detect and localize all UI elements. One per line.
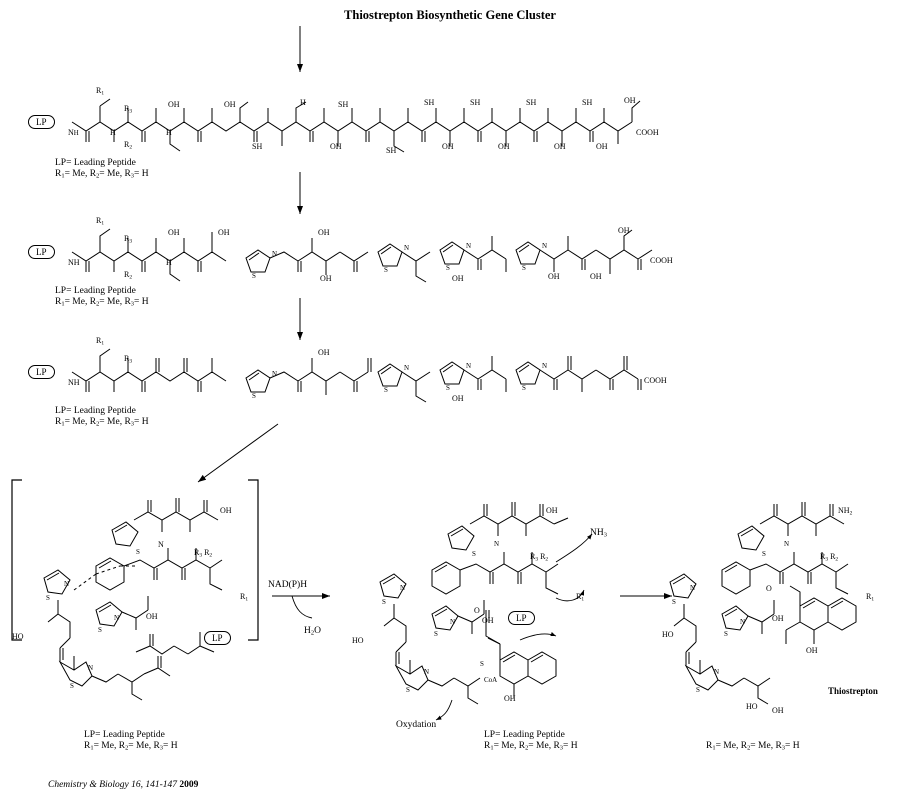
oh-label-s2-8: OH <box>618 226 630 235</box>
ring-s-label-1: S <box>252 272 256 280</box>
reagent-nadph: NAD(P)H <box>268 580 308 590</box>
ring-s-label-s3-2: S <box>384 386 388 394</box>
caption-stage5-line1: LP= Leading Peptide <box>484 730 565 740</box>
s-label-s5-1: S <box>472 550 476 558</box>
reagent-water: $H_2O$ <box>304 626 321 637</box>
s-label-s5-4: S <box>406 686 410 694</box>
caption-stage3-line2: $R_1= Me$, $R_2= Me$, $R_3= H$ <box>55 417 149 428</box>
citation-journal: Chemistry & Biology <box>48 780 129 790</box>
ring-n-label-s3-2: N <box>404 364 410 372</box>
sh-label-3: SH <box>386 146 397 155</box>
nh2-label-product: $NH_2$ <box>838 506 853 517</box>
oh-label-s4-top: OH <box>220 506 232 515</box>
nh-label-3: H <box>166 128 172 137</box>
s-label-s6-1: S <box>762 550 766 558</box>
r3r2-label-s6: $R_3$ $R_2$ <box>820 552 839 563</box>
ring-s-label-s3-4: S <box>522 384 526 392</box>
s-label-s4-4: S <box>70 682 74 690</box>
cooh-terminus-1: COOH <box>636 128 659 137</box>
ring-n-label-s3-4: N <box>542 362 548 370</box>
caption-stage1-line1: LP= Leading Peptide <box>55 158 136 168</box>
s-label-s6-3: S <box>724 630 728 638</box>
ho-label-s4-1: HO <box>12 632 24 641</box>
nh-label-1: NH <box>68 128 79 137</box>
oh-label-s6-2: OH <box>772 614 784 623</box>
ho-label-s6-2: HO <box>746 702 758 711</box>
oh-label-6: OH <box>554 142 566 151</box>
ring-s-label-s3-1: S <box>252 392 256 400</box>
sh-label-7: SH <box>582 98 593 107</box>
oh-label-s6-4: OH <box>772 706 784 715</box>
oh-label-1: OH <box>168 100 180 109</box>
s-label-s6-2: S <box>672 598 676 606</box>
byproduct-ammonia: $NH_3$ <box>590 528 607 539</box>
oh-label-s3-2: OH <box>452 394 464 403</box>
n-label-s5-1: N <box>494 540 500 548</box>
citation-year: 2009 <box>179 780 199 790</box>
nh-label-s2-2: H <box>166 258 172 267</box>
r1-label-stage3: $R_1$ <box>96 336 105 347</box>
caption-stage2-line2: $R_1= Me$, $R_2= Me$, $R_3= H$ <box>55 297 149 308</box>
ring-s-label-3: S <box>446 264 450 272</box>
oh-label-s3-1: OH <box>318 348 330 357</box>
sh-label-6: SH <box>526 98 537 107</box>
ring-n-label-s3-1: N <box>272 370 278 378</box>
oh-label-7: OH <box>596 142 608 151</box>
oh-label-s4-2: OH <box>146 612 158 621</box>
oh-label-s6-3: OH <box>806 646 818 655</box>
ring-n-label-1: N <box>272 250 278 258</box>
n-label-s4-1: N <box>158 540 164 549</box>
ring-s-label-4: S <box>522 264 526 272</box>
oh-label-s5-3: OH <box>504 694 516 703</box>
r3-label-stage1: $R_3$ <box>124 104 133 115</box>
nh-label-s3-1: NH <box>68 378 80 387</box>
r2-label-stage1: $R_2$ <box>124 140 133 151</box>
cooh-terminus-2: COOH <box>650 256 673 265</box>
caption-stage4-line2: $R_1= Me$, $R_2= Me$, $R_3= H$ <box>84 741 178 752</box>
r1-label-stage1: $R_1$ <box>96 86 105 97</box>
ring-n-label-4: N <box>542 242 548 250</box>
oh-label-5: OH <box>498 142 510 151</box>
ho-label-s6-1: HO <box>662 630 674 639</box>
leading-peptide-badge-4: LP <box>204 628 231 646</box>
sh-label-1: SH <box>252 142 263 151</box>
r1-label-s6: $R_1$ <box>866 592 875 603</box>
oh-label-2: OH <box>224 100 236 109</box>
caption-stage2-line1: LP= Leading Peptide <box>55 286 136 296</box>
caption-stage3-line1: LP= Leading Peptide <box>55 406 136 416</box>
s-label-s4-2: S <box>46 594 50 602</box>
ho-label-s5-1: HO <box>352 636 364 645</box>
s-label-s5-2: S <box>382 598 386 606</box>
n-label-s4-2: N <box>64 580 70 588</box>
ring-s-label-s3-3: S <box>446 384 450 392</box>
product-name: Thiostrepton <box>828 686 878 696</box>
s-label-s4-1: S <box>136 548 140 556</box>
leading-peptide-badge-2: LP <box>28 242 55 260</box>
s-label-coa: S <box>480 660 484 668</box>
r3r2-label-s5: $R_3$ $R_2$ <box>530 552 549 563</box>
caption-stage4-line1: LP= Leading Peptide <box>84 730 165 740</box>
oh-label-s2-1: OH <box>168 228 180 237</box>
n-label-s5-3: N <box>450 618 456 626</box>
r1-label-s4: $R_1$ <box>240 592 249 603</box>
oh-label-s2-5: OH <box>452 274 464 283</box>
ring-s-label-2: S <box>384 266 388 274</box>
page-title: Thiostrepton Biosynthetic Gene Cluster <box>344 8 556 22</box>
n-label-s4-4: N <box>88 664 94 672</box>
oh-label-s5-2: OH <box>482 616 494 625</box>
s-label-s4-3: S <box>98 626 102 634</box>
ring-n-label-s3-3: N <box>466 362 472 370</box>
r2-label-stage2: $R_2$ <box>124 270 133 281</box>
nh-label-2: H <box>110 128 116 137</box>
o-label-s5: O <box>474 606 480 615</box>
label-oxydation: Oxydation <box>396 720 437 730</box>
oh-label-4: OH <box>442 142 454 151</box>
sh-label-2: SH <box>338 100 349 109</box>
oh-label-s2-7: OH <box>590 272 602 281</box>
r1-label-s5: $R_1$ <box>576 592 585 603</box>
n-label-s5-4: N <box>424 668 430 676</box>
leading-peptide-badge-5: LP <box>508 608 535 626</box>
s-label-s5-3: S <box>434 630 438 638</box>
n-label-s6-1: N <box>784 540 790 548</box>
leading-peptide-badge-1: LP <box>28 112 55 130</box>
r3-label-stage3: $R_3$ <box>124 354 133 365</box>
r1-label-stage2: $R_1$ <box>96 216 105 227</box>
oh-label-8: OH <box>624 96 636 105</box>
s-label-s6-4: S <box>696 686 700 694</box>
caption-stage5-line2: $R_1= Me$, $R_2= Me$, $R_3= H$ <box>484 741 578 752</box>
sh-label-5: SH <box>470 98 481 107</box>
oh-label-s2-4: OH <box>320 274 332 283</box>
ring-n-label-2: N <box>404 244 410 252</box>
leading-peptide-badge-3: LP <box>28 362 55 380</box>
r3r2-label-s4: $R_3$ $R_2$ <box>194 548 213 559</box>
oh-label-3: OH <box>330 142 342 151</box>
oh-label-s2-6: OH <box>548 272 560 281</box>
cooh-terminus-3: COOH <box>644 376 667 385</box>
sh-label-4: SH <box>424 98 435 107</box>
citation <box>48 780 198 790</box>
coa-label: CoA <box>484 676 498 684</box>
n-label-s4-3: N <box>114 614 120 622</box>
citation-volume: 16, 141-147 <box>131 780 180 790</box>
oh-label-s2-2: OH <box>218 228 230 237</box>
caption-stage1-line2: $R_1= Me$, $R_2= Me$, $R_3= H$ <box>55 169 149 180</box>
n-label-s6-3: N <box>740 618 746 626</box>
n-label-s6-4: N <box>714 668 720 676</box>
h-label-4: H <box>300 98 306 107</box>
nh-label-s2-1: NH <box>68 258 80 267</box>
n-label-s6-2: N <box>690 584 696 592</box>
o-label-s6: O <box>766 584 772 593</box>
n-label-s5-2: N <box>400 584 406 592</box>
caption-product-line: $R_1= Me$, $R_2= Me$, $R_3= H$ <box>706 741 800 752</box>
oh-label-s5-top: OH <box>546 506 558 515</box>
r3-label-stage2: $R_3$ <box>124 234 133 245</box>
oh-label-s2-3: OH <box>318 228 330 237</box>
ring-n-label-3: N <box>466 242 472 250</box>
